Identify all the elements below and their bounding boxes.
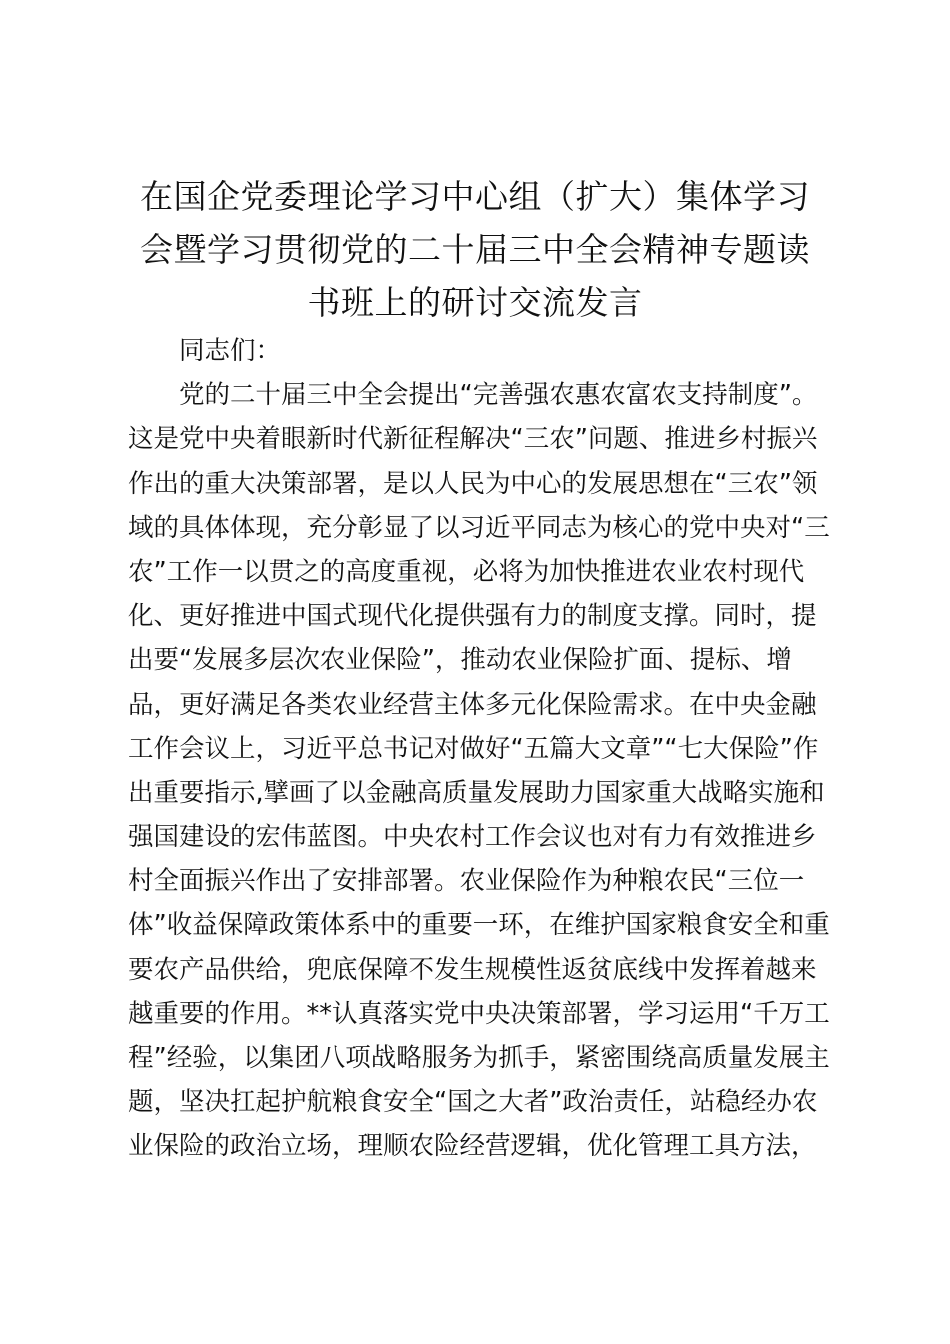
title-line-2: 会暨学习贯彻党的二十届三中全会精神专题读	[140, 230, 810, 269]
paragraph-line-18: 业保险的政治立场，理顺农险经营逻辑，优化管理工具方法，	[128, 1131, 817, 1162]
paragraph-line-8: 品，更好满足各类农业经营主体多元化保险需求。在中央金融	[128, 689, 817, 720]
title-line-1: 在国企党委理论学习中心组（扩大）集体学习	[140, 177, 810, 216]
paragraph-line-15: 越重要的作用。**认真落实党中央决策部署，学习运用“千万工	[128, 998, 830, 1029]
paragraph-line-9: 工作会议上，习近平总书记对做好“五篇大文章”“七大保险”作	[128, 733, 819, 764]
paragraph-line-12: 村全面振兴作出了安排部署。农业保险作为种粮农民“三位一	[128, 866, 805, 897]
title-line-3: 书班上的研讨交流发言	[307, 283, 643, 322]
paragraph-line-5: 农”工作一以贯之的高度重视，必将为加快推进农业农村现代	[128, 556, 805, 587]
salutation: 同志们：	[179, 336, 282, 366]
paragraph-line-16: 程”经验，以集团八项战略服务为抓手，紧密围绕高质量发展主	[128, 1043, 830, 1073]
paragraph-line-3: 作出的重大决策部署，是以人民为中心的发展思想在“三农”领	[128, 468, 818, 499]
paragraph-line-11: 强国建设的宏伟蓝图。中央农村工作会议也对有力有效推进乡	[128, 822, 817, 853]
paragraph-line-14: 要农产品供给，兜底保障不发生规模性返贫底线中发挥着越来	[128, 954, 817, 985]
paragraph-line-4: 域的具体体现，充分彰显了以习近平同志为核心的党中央对“三	[128, 512, 830, 543]
document-title	[120, 170, 830, 329]
paragraph-line-17: 题，坚决扛起护航粮食安全“国之大者”政治责任，站稳经办农	[128, 1087, 818, 1118]
paragraph-line-13: 体”收益保障政策体系中的重要一环，在维护国家粮食安全和重	[128, 910, 830, 941]
paragraph-line-1: 党的二十届三中全会提出“完善强农惠农富农支持制度”。	[179, 380, 818, 411]
document-body	[128, 329, 828, 1169]
paragraph-line-10: 出重要指示,擘画了以金融高质量发展助力国家重大战略实施和	[128, 777, 825, 808]
paragraph-line-6: 化、更好推进中国式现代化提供强有力的制度支撑。同时，提	[128, 601, 817, 632]
paragraph-line-7: 出要“发展多层次农业保险”，推动农业保险扩面、提标、增	[128, 645, 792, 676]
paragraph-line-2: 这是党中央着眼新时代新征程解决“三农”问题、推进乡村振兴	[128, 424, 818, 455]
